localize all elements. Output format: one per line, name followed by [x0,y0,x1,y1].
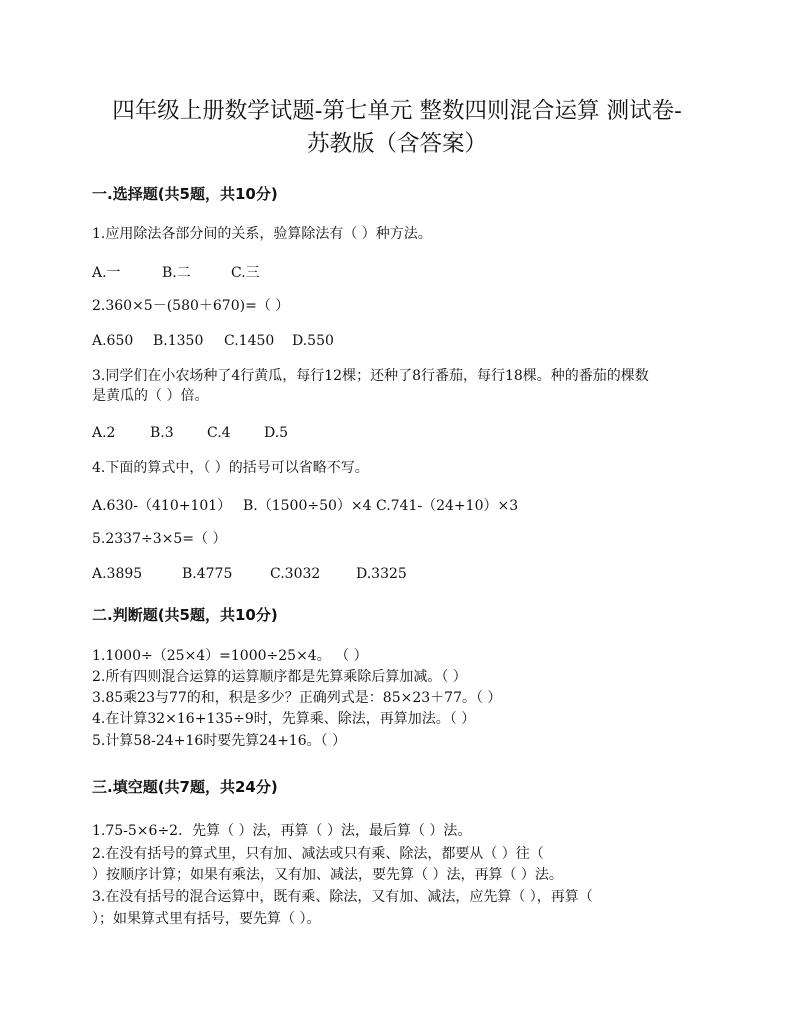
document-title-line2: 苏教版（含答案） [306,131,487,157]
section-heading-multiple-choice: 一.选择题(共5题，共10分) [92,185,278,203]
judgment-item-4: 4.在计算32×16+135÷9时，先算乘、除法，再算加法。（ ） [92,711,476,727]
question-3-option-c: C.4 [207,425,231,441]
question-3-option-b: B.3 [150,425,174,441]
question-2-option-c: C.1450 [224,333,275,349]
question-1-option-b: B.二 [162,265,191,281]
question-4-option-a: A.630-（410+101） [92,498,232,514]
document-title-line1: 四年级上册数学试题-第七单元 整数四则混合运算 测试卷- [112,98,682,124]
question-5-option-b: B.4775 [182,566,233,582]
question-5-text: 5.2337÷3×5=（ ） [92,531,227,547]
question-4-option-c: C.741-（24+10）×3 [376,498,519,514]
question-2-option-b: B.1350 [153,333,204,349]
section-heading-fill-in: 三.填空题(共7题，共24分) [92,778,278,796]
question-1-option-c: C.三 [231,265,260,281]
question-3-text-line1: 3.同学们在小农场种了4行黄瓜，每行12棵；还种了8行番茄，每行18棵。种的番茄的棵数 [92,368,649,384]
question-2-option-a: A.650 [92,333,134,349]
judgment-item-5: 5.计算58-24+16时要先算24+16。（ ） [92,733,347,749]
fill-in-line-4: 3.在没有括号的混合运算中，既有乘、除法，又有加、减法，应先算（ ），再算（ [92,889,593,905]
question-1-text: 1.应用除法各部分间的关系，验算除法有（ ）种方法。 [92,226,432,242]
question-3-option-d: D.5 [264,425,289,441]
question-2-text: 2.360×5－(580＋670)=（ ） [92,298,290,314]
question-1-option-a: A.一 [92,265,121,281]
fill-in-line-3: ）按顺序计算；如果有乘法，又有加、减法，要先算（ ）法，再算（ ）法。 [92,867,563,883]
fill-in-line-1: 1.75-5×6÷2．先算（ ）法，再算（ ）法，最后算（ ）法。 [92,823,472,839]
fill-in-line-2: 2.在没有括号的算式里，只有加、减法或只有乘、除法，都要从（ ）往（ [92,846,544,862]
judgment-item-3: 3.85乘23与77的和，积是多少？正确列式是：85×23＋77。（ ） [92,690,502,706]
judgment-item-2: 2.所有四则混合运算的运算顺序都是先算乘除后算加减。（ ） [92,669,467,685]
section-heading-true-false: 二.判断题(共5题，共10分) [92,606,278,624]
question-5-option-c: C.3032 [270,566,321,582]
question-4-text: 4.下面的算式中，（ ）的括号可以省略不写。 [92,460,369,476]
question-5-option-d: D.3325 [356,566,407,582]
judgment-item-1: 1.1000÷（25×4）=1000÷25×4。 （ ） [92,648,368,664]
question-3-text-line2: 是黄瓜的（ ）倍。 [92,388,209,404]
fill-in-line-5: ）；如果算式里有括号，要先算（ ）。 [92,911,321,927]
question-2-option-d: D.550 [292,333,334,349]
question-3-option-a: A.2 [92,425,116,441]
question-5-option-a: A.3895 [92,566,143,582]
question-4-option-b: B.（1500÷50）×4 [243,498,372,514]
